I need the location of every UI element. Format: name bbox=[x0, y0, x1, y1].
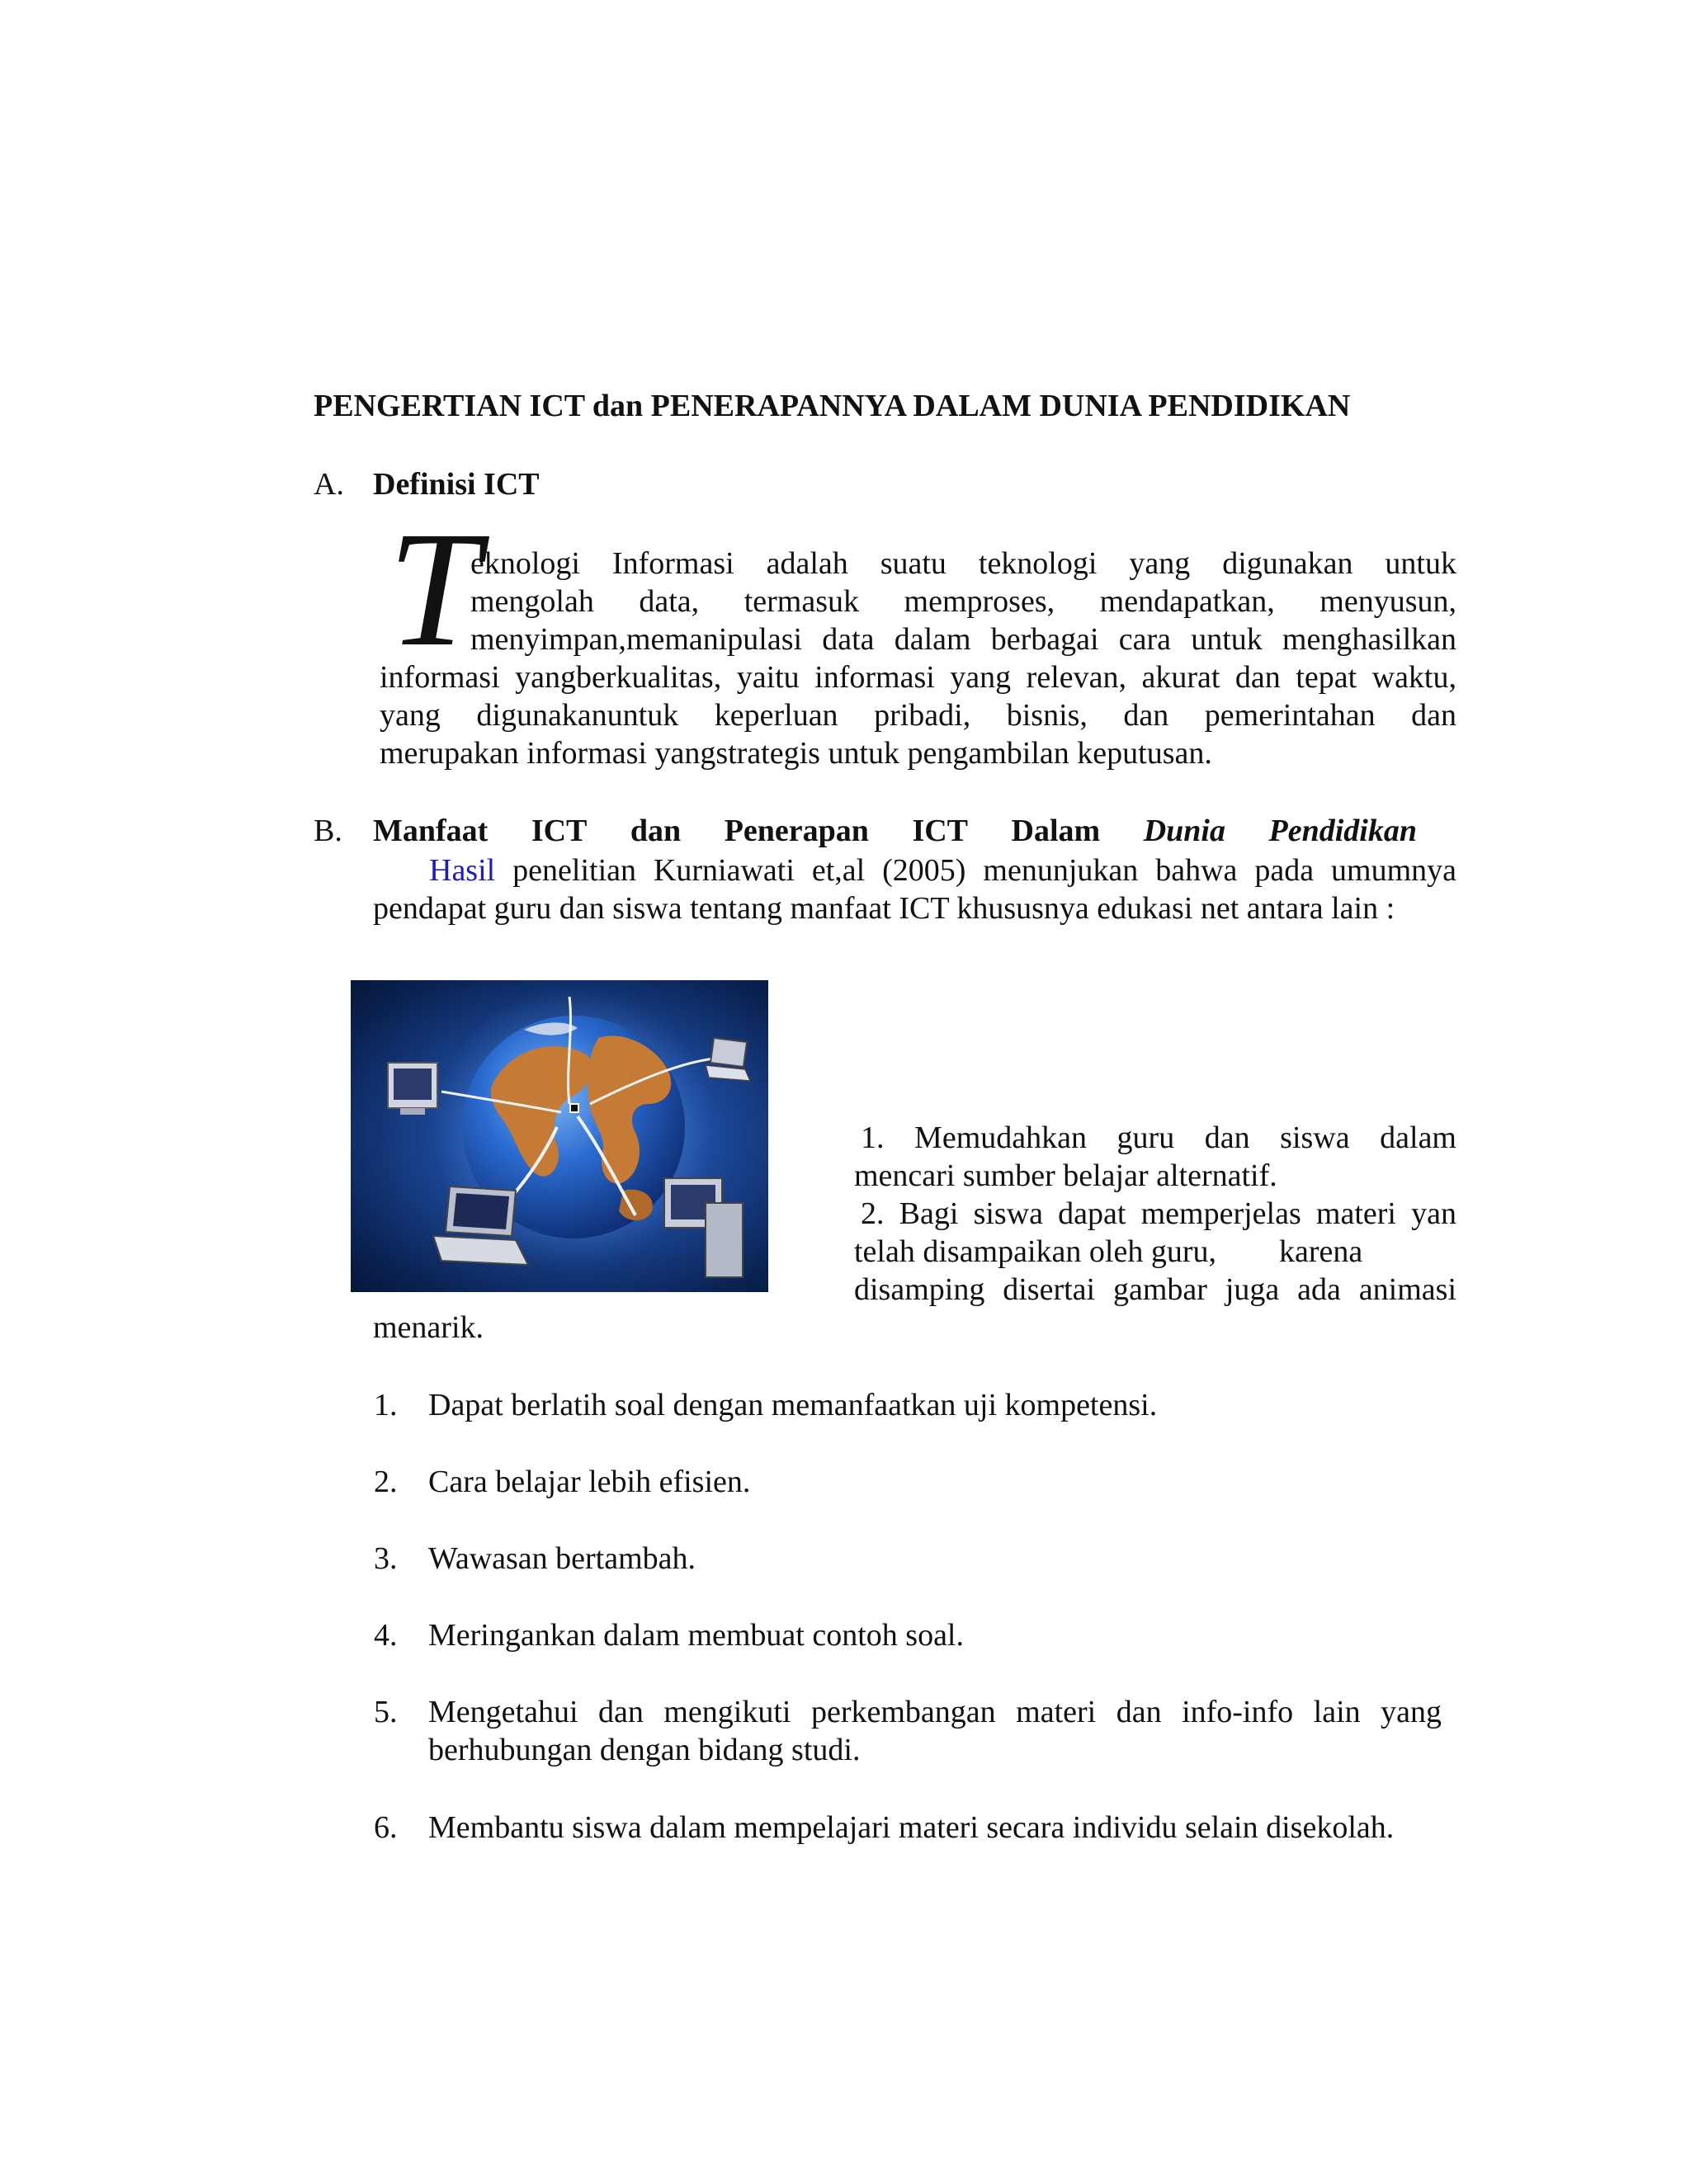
list-text: Wawasan bertambah. bbox=[428, 1541, 696, 1576]
list-item bbox=[374, 1463, 1456, 1501]
list-text: Cara belajar lebih efisien. bbox=[428, 1465, 751, 1499]
heading-word: Penerapan bbox=[724, 814, 869, 848]
hasil-link[interactable]: Hasil bbox=[429, 853, 496, 888]
section-a-letter: A. bbox=[314, 467, 344, 502]
globe-network-illustration bbox=[351, 980, 768, 1292]
side-list-continuation: menarik. bbox=[373, 1310, 484, 1345]
section-b-letter: B. bbox=[314, 814, 342, 848]
heading-word: Manfaat bbox=[373, 814, 489, 848]
list-number: 4. bbox=[374, 1618, 398, 1653]
intro-line: pendapat guru dan siswa tentang manfaat ICT khususnya edukasi net antara lain : bbox=[373, 891, 1395, 926]
list-number: 3. bbox=[374, 1541, 398, 1576]
list-number: 2. bbox=[374, 1465, 398, 1499]
heading-word-italic: Pendidikan bbox=[1268, 814, 1417, 848]
side-list-line: disamping disertai gambar juga ada animasi bbox=[854, 1272, 1456, 1307]
monitor-icon bbox=[388, 1063, 437, 1115]
paragraph-line: eknologi Informasi adalah suatu teknologi yang digunakan untuk bbox=[470, 546, 1456, 581]
section-b-intro bbox=[373, 851, 1456, 927]
paragraph-line: yang digunakanuntuk keperluan pribadi, bisnis, dan pemerintahan dan bbox=[380, 698, 1456, 733]
list-number: 1. bbox=[374, 1388, 398, 1422]
list-text: Membantu siswa dalam mempelajari materi secara individu selain disekolah. bbox=[428, 1810, 1395, 1845]
section-a-heading: Definisi ICT bbox=[373, 467, 540, 502]
list-item bbox=[374, 1540, 1456, 1578]
section-b-heading bbox=[373, 813, 1417, 849]
list-text: Dapat berlatih soal dengan memanfaatkan uji kompetensi. bbox=[428, 1388, 1158, 1422]
list-item bbox=[374, 1693, 1456, 1769]
small-laptop-icon bbox=[706, 1038, 750, 1081]
side-benefit-list bbox=[854, 1119, 1456, 1309]
side-list-line: 1. Memudahkan guru dan siswa dalam bbox=[861, 1120, 1456, 1155]
list-number: 6. bbox=[374, 1810, 398, 1845]
side-list-line: 2. Bagi siswa dapat memperjelas materi yan bbox=[861, 1196, 1456, 1231]
side-list-line: telah disampaikan oleh guru, karena bbox=[854, 1234, 1363, 1269]
heading-word: ICT bbox=[912, 814, 969, 848]
list-item bbox=[374, 1616, 1456, 1654]
heading-word-italic: Dunia bbox=[1143, 814, 1225, 848]
list-number: 5. bbox=[374, 1695, 398, 1729]
paragraph-line: menyimpan,memanipulasi data dalam berbagai cara untuk menghasilkan bbox=[470, 622, 1456, 657]
list-text-line: berhubungan dengan bidang studi. bbox=[428, 1733, 861, 1767]
list-text-line: Mengetahui dan mengikuti perkembangan materi dan info-info lain yang bbox=[428, 1695, 1442, 1729]
list-item bbox=[374, 1809, 1456, 1847]
definition-paragraph bbox=[380, 545, 1456, 772]
intro-line-text: penelitian Kurniawati et,al (2005) menunjukan bahwa pada umumnya bbox=[495, 853, 1456, 888]
side-list-line: mencari sumber belajar alternatif. bbox=[854, 1158, 1277, 1193]
paragraph-line: informasi yangberkualitas, yaitu informasi yang relevan, akurat dan tepat waktu, bbox=[380, 660, 1456, 695]
heading-word: dan bbox=[630, 814, 682, 848]
paragraph-line: merupakan informasi yangstrategis untuk pengambilan keputusan. bbox=[380, 736, 1212, 771]
ict-globe-image bbox=[351, 980, 768, 1292]
paragraph-line: mengolah data, termasuk memproses, mendapatkan, menyusun, bbox=[470, 584, 1456, 619]
list-item bbox=[374, 1386, 1456, 1424]
heading-word: Dalam bbox=[1011, 814, 1101, 848]
list-text: Meringankan dalam membuat contoh soal. bbox=[428, 1618, 964, 1653]
heading-word: ICT bbox=[531, 814, 588, 848]
list-text bbox=[428, 1693, 1456, 1769]
document-title: PENGERTIAN ICT dan PENERAPANNYA DALAM DUNIA PENDIDIKAN bbox=[314, 389, 1351, 423]
drop-cap: T bbox=[388, 498, 480, 681]
intro-line bbox=[373, 851, 1456, 889]
desktop-computer-icon bbox=[664, 1178, 743, 1277]
